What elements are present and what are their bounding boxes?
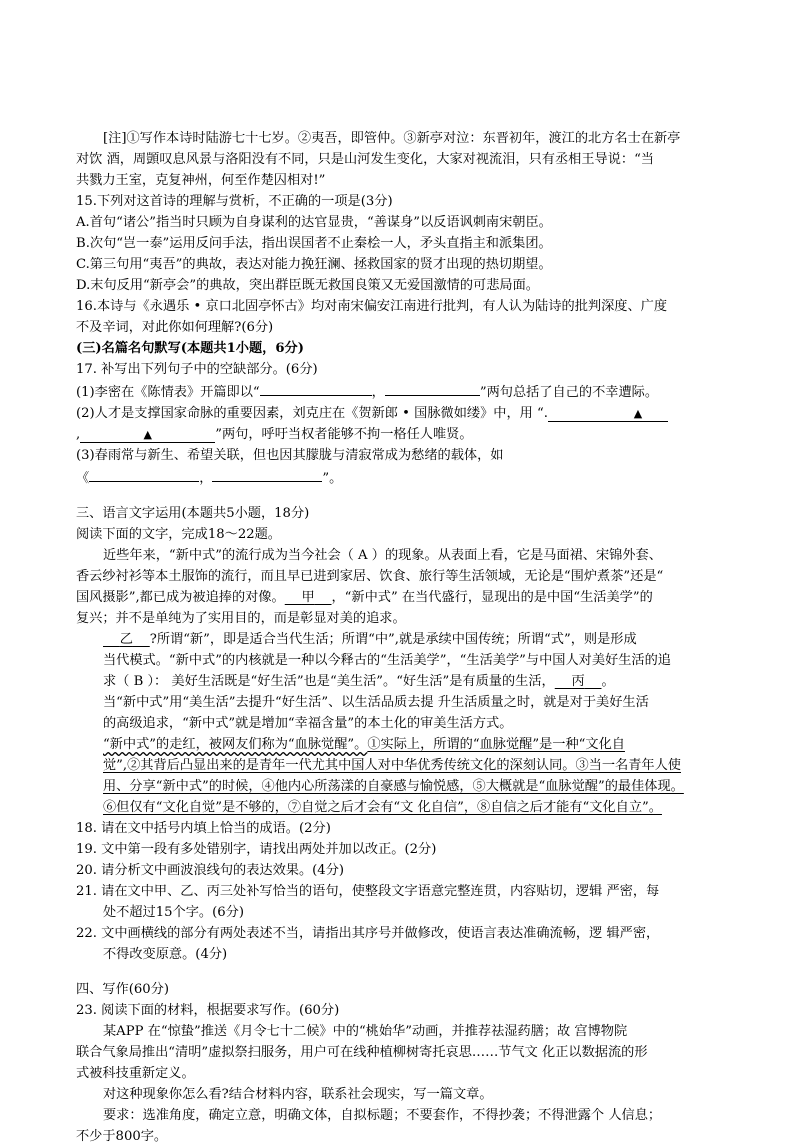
material-line: 某APP 在“惊蛰”推送《月令七十二候》中的“桃始华”动画，并推荐祛湿药膳；故 宫博物院: [103, 1024, 628, 1039]
passage-line: 香云纱衬衫等本土服饰的流行，而且早已进到家居、饮食、旅行等生活领域，无论是“围炉煮茶”还是“: [76, 569, 664, 584]
answer-blank[interactable]: [80, 427, 215, 443]
blank-bing[interactable]: [555, 674, 602, 689]
q17-stem: 17. 补写出下列句子中的空缺部分。(6分): [76, 362, 318, 377]
passage-text: ，“新中式” 在当代盛行，显现出的是中国“生活美学”的: [331, 590, 653, 605]
underlined-text: 觉”,②其背后凸显出来的是青年一代尤其中国人对中华优秀传统文化的深刻认同。③当一名青年人使: [103, 758, 681, 773]
section-heading: 三、语言文字运用(本题共5小题，18分): [76, 506, 310, 521]
q17-text: ，: [199, 471, 213, 486]
passage-line: [76, 734, 726, 755]
underlined-text: 用、分享“新中式”的时候，④他内心所荡漾的自豪感与愉悦感，⑤大概就是“血脉觉醒”的最佳体现。: [103, 779, 684, 794]
question-21: 21. 请在文中甲、乙、丙三处补写恰当的语句，使整段文字语意完整连贯，内容贴切，逻辑 严密，每: [76, 884, 660, 899]
passage-text: 求（ B ）： 美好生活既是“好生活”也是“美生活”。“好生活”是有质量的生活，: [103, 674, 555, 689]
q15-option-a: A.首句“诸公”指当时只顾为自身谋利的达官显贵，“善谋身”以反语讽刺南宋朝臣。: [76, 215, 552, 230]
blank-jia[interactable]: [285, 590, 332, 605]
passage-line: [76, 797, 726, 818]
q17-text: (2)人才是支撑国家命脉的重要因素，刘克庄在《贺新郎 • 国脉微如缕》中，用 “.: [76, 406, 548, 421]
question-20: 20. 请分析文中画波浪线句的表达效果。(4分): [76, 863, 345, 878]
q17-text: ，: [371, 385, 385, 400]
question-23: 23. 阅读下面的材料，根据要求写作。(60分): [76, 1003, 340, 1018]
answer-blank[interactable]: [260, 380, 372, 396]
underlined-text: ①实际上，所谓的“血脉觉醒”是一种“文化自: [367, 737, 625, 752]
answer-blank[interactable]: [212, 466, 322, 482]
q17-item-3-cont: [76, 466, 726, 489]
answer-blank[interactable]: [89, 466, 199, 482]
material-line: 联合气象局推出“清明”虚拟祭扫服务，用户可在线种植柳树寄托哀思……节气文 化正以数据流的形: [76, 1045, 648, 1060]
passage-intro: 阅读下面的文字，完成18～22题。: [76, 527, 281, 542]
poem-note-line: 对饮 酒，周顗叹息风景与洛阳没有不同，只是山河发生变化，大家对视流泪，只有丞相王导说：“当: [76, 152, 654, 167]
passage-line: [76, 629, 726, 650]
question-18: 18. 请在文中括号内填上恰当的成语。(2分): [76, 821, 331, 836]
section-heading: (三)名篇名句默写(本题共1小题，6分): [76, 341, 304, 356]
q17-text: 《: [76, 471, 90, 486]
q16-stem: 16.本诗与《永遇乐 • 京口北固亭怀古》均对南宋偏安江南进行批判，有人认为陆诗的批判深度、广度: [76, 299, 668, 314]
blank-yi[interactable]: [103, 632, 150, 647]
triangle-icon: ▲: [633, 407, 643, 420]
q15-option-c: C.第三句用“夷吾”的典故，表达对能力挽狂澜、拯救国家的贤才出现的热切期望。: [76, 257, 552, 272]
underlined-text: ⑥但仅有“文化自觉”是不够的，⑦自觉之后才会有“文 化自信”，⑧自信之后才能有“文化自立”。: [103, 800, 662, 815]
q17-text: ”两句总括了自己的不幸遭际。: [479, 385, 659, 400]
passage-line: 当代模式。“新中式”的内核就是一种以今释古的“生活美学”，“生活美学”与中国人对美好生活的追: [103, 653, 671, 668]
passage-line: [76, 587, 726, 608]
passage-line: [76, 671, 726, 692]
q17-text: ”。: [322, 471, 343, 486]
writing-prompt: 对这种现象你怎么看?结合材料内容，联系社会现实，写一篇文章。: [103, 1087, 493, 1102]
answer-blank[interactable]: [548, 406, 668, 422]
question-19: 19. 文中第一段有多处错别字，请找出两处并加以改正。(2分): [76, 842, 437, 857]
blank-label: 乙: [119, 632, 133, 647]
q15-option-b: B.次句“岂一泰”运用反问手法，指出误国者不止秦桧一人，矛头直指主和派集团。: [76, 236, 552, 251]
passage-line: 当“新中式”用“美生活”去提升“好生活”、以生活品质去提 升生活质量之时，就是对于美好生活: [103, 695, 649, 710]
poem-note-line: [注]①写作本诗时陆游七十七岁。②夷吾，即管仲。③新亭对泣：东晋初年，渡江的北方名士在新亭: [103, 131, 681, 146]
section-heading: 四、写作(60分): [76, 982, 170, 997]
writing-requirements: 要求：选准角度，确定立意，明确文体，自拟标题；不要套作，不得抄袭；不得泄露个 人信息；: [103, 1108, 662, 1123]
q17-item-3: (3)春雨常与新生、希望关联，但也因其朦胧与清寂常成为愁绪的载体，如: [76, 448, 504, 463]
material-line: 式被科技重新定义。: [76, 1066, 195, 1081]
answer-blank[interactable]: [385, 380, 480, 396]
passage-line: [76, 755, 726, 776]
q17-item-2: [76, 403, 726, 424]
wavy-underlined-sentence: “新中式”的走红，被网友们称为“血脉觉醒”。: [103, 737, 368, 752]
triangle-icon: ▲: [143, 428, 152, 441]
passage-text: 。: [601, 674, 615, 689]
question-22-cont: 不得改变原意。(4分): [103, 947, 228, 962]
q17-text: ”两句，呼吁当权者能够不拘一格任人唯贤。: [215, 427, 473, 442]
passage-line: 的高级追求，“新中式”就是增加“幸福含量”的本土化的审美生活方式。: [103, 716, 513, 731]
q17-text: (1)李密在《陈情表》开篇即以“: [76, 385, 260, 400]
q15-option-d: D.末句反用“新亭会”的典故，突出群臣既无救国良策又无爱国激情的可悲局面。: [76, 278, 539, 293]
q17-item-1: [76, 380, 726, 403]
passage-line: 复兴；并不是单纯为了实用目的，而是彰显对美的追求。: [76, 611, 406, 626]
question-21-cont: 处不超过15个字。(6分): [103, 905, 244, 920]
writing-requirements: 不少于800字。: [76, 1129, 168, 1144]
passage-line: [76, 776, 726, 797]
q16-stem: 不及辛词，对此你如何理解?(6分): [76, 320, 274, 335]
blank-label: 丙: [571, 674, 585, 689]
passage-line: 近些年来，“新中式”的流行成为当今社会（ A ）的现象。从表面上看，它是马面裙、宋锦外套、: [103, 548, 662, 563]
q15-stem: 15.下列对这首诗的理解与赏析，不正确的一项是(3分): [76, 194, 393, 209]
question-22: 22. 文中画横线的部分有两处表述不当，请指出其序号并做修改，使语言表达准确流畅，逻 辑严密，: [76, 926, 660, 941]
blank-label: 甲: [301, 590, 315, 605]
exam-page: [76, 128, 726, 1147]
passage-text: ?所谓“新”，即是适合当代生活；所谓“中”,就是承续中国传统；所谓“式”，则是形成: [149, 632, 637, 647]
passage-text: 国风摄影”,都已成为被追捧的对像。: [76, 590, 285, 605]
q17-item-2-cont: [76, 424, 726, 445]
poem-note-line: 共戮力王室，克复神州，何至作楚囚相对!”: [76, 173, 326, 188]
q17-text: ,: [76, 427, 81, 442]
